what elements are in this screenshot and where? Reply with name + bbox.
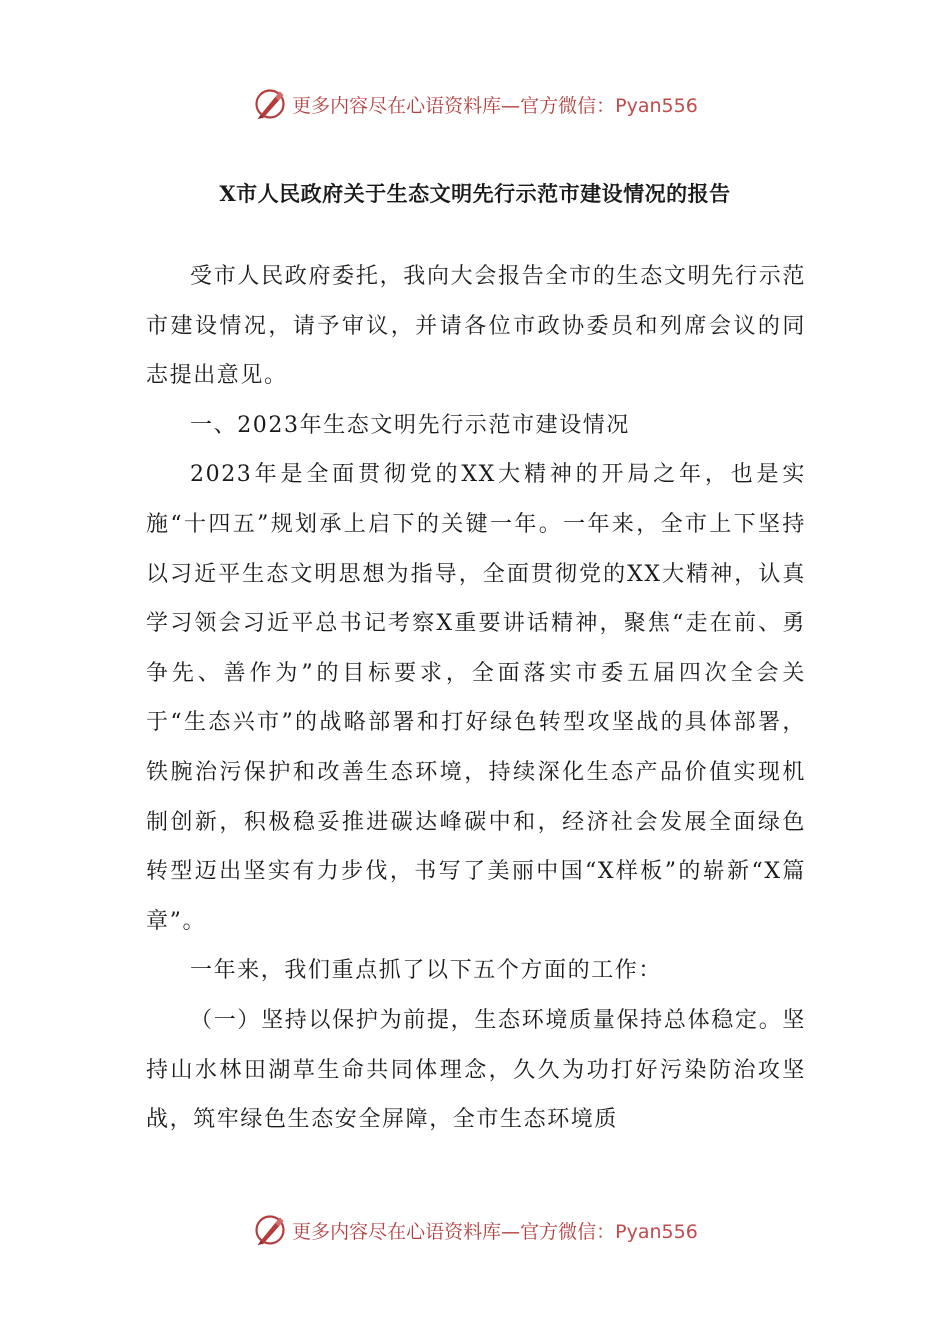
document-body: [146, 252, 806, 1145]
paragraph-2023-overview: 2023年是全面贯彻党的XX大精神的开局之年，也是实施“十四五”规划承上启下的关键一年。一年来，全市上下坚持以习近平生态文明思想为指导，全面贯彻党的XX大精神，认真学习领会习近平总书记考察X重要讲话精神，聚焦“走在前、勇争先、善作为”的目标要求，全面落实市委五届四次全会关于“生态兴市”的战略部署和打好绿色转型攻坚战的具体部署，铁腕治污保护和改善生态环境，持续深化生态产品价值实现机制创新，积极稳妥推进碳达峰碳中和，经济社会发展全面绿色转型迈出坚实有力步伐，书写了美丽中国“X样板”的崭新“X篇章”。: [146, 462, 806, 934]
paragraph-intro: 受市人民政府委托，我向大会报告全市的生态文明先行示范市建设情况，请予审议，并请各位市政协委员和列席会议的同志提出意见。: [146, 264, 806, 389]
pen-nib-icon: [252, 1212, 288, 1248]
watermark-header: [0, 82, 950, 126]
paragraph-five-aspects: 一年来，我们重点抓了以下五个方面的工作：: [190, 958, 663, 984]
watermark-wechat-id: Pyan556: [615, 1220, 698, 1243]
watermark-text: 更多内容尽在心语资料库—官方微信：Pyan556: [292, 1220, 698, 1243]
document-title: X市人民政府关于生态文明先行示范市建设情况的报告: [219, 181, 731, 206]
watermark-footer: [0, 1208, 950, 1252]
watermark-text: 更多内容尽在心语资料库—官方微信：Pyan556: [292, 94, 698, 117]
watermark-wechat-id: Pyan556: [615, 94, 698, 117]
paragraph-aspect-1: （一）坚持以保护为前提，生态环境质量保持总体稳定。坚持山水林田湖草生命共同体理念，久久为功打好污染防治攻坚战，筑牢绿色生态安全屏障，全市生态环境质: [146, 1007, 806, 1133]
section-heading-1: 一、2023年生态文明先行示范市建设情况: [190, 412, 630, 438]
pen-nib-icon: [252, 86, 288, 122]
